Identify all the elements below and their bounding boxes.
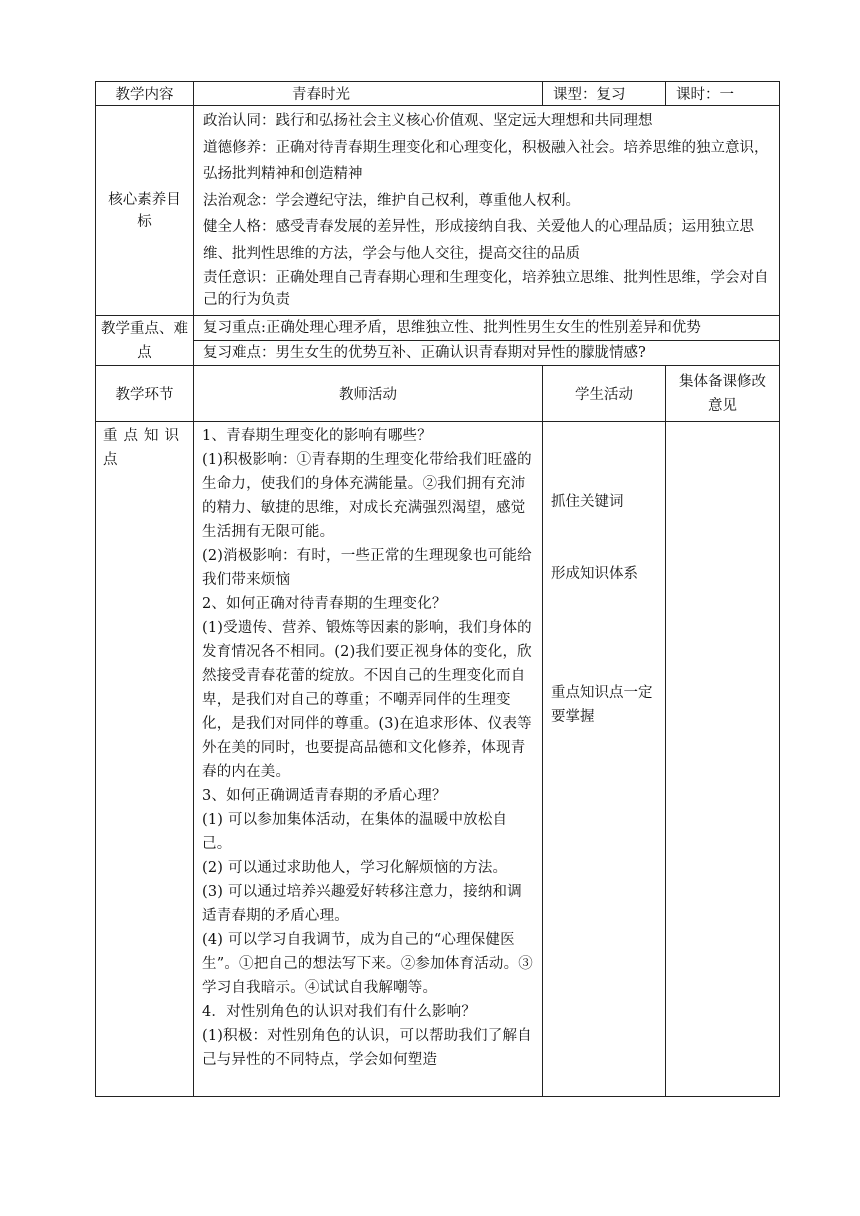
core-goals-row	[96, 106, 780, 316]
col-student: 学生活动	[543, 366, 666, 422]
review-focus: 复习重点:正确处理心理矛盾，思维独立性、批判性男生女生的性别差异和优势	[194, 316, 780, 341]
col-stage: 教学环节	[96, 366, 194, 422]
student-activity	[543, 422, 666, 1097]
column-header-row	[96, 366, 780, 422]
student-item-system: 形成知识体系	[551, 566, 638, 582]
teacher-q3-item4: (4) 可以学习自我调节，成为自己的“心理保健医生”。①把自己的想法写下来。②参加体育活动。③学习自我暗示。④试试自我解嘲等。	[202, 932, 534, 996]
teacher-q4: 4．对性别角色的认识对我们有什么影响？	[202, 1004, 477, 1020]
key-points-row-focus	[96, 316, 780, 341]
teacher-q1: 1、青春期生理变化的影响有哪些？	[202, 428, 432, 444]
lesson-hours: 课时：一	[666, 82, 780, 106]
content-value: 青春时光	[194, 82, 543, 106]
goal-legal: 法治观念：学会遵纪守法，维护自己权利，尊重他人权利。	[203, 192, 580, 209]
key-points-label-text: 教学重点、难点	[101, 320, 188, 361]
core-goals-content	[194, 106, 780, 316]
teacher-q2: 2、如何正确对待青春期的生理变化？	[202, 596, 447, 612]
lesson-plan-table	[95, 81, 780, 1097]
key-points-row-difficulty	[96, 341, 780, 366]
teacher-q1-positive: (1)积极影响：①青春期的生理变化带给我们旺盛的生命力，使我们的身体充满能量。②我们拥有充沛的精力、敏捷的思维，对成长充满强烈渴望，感觉生活拥有无限可能。	[202, 452, 532, 540]
goal-personality: 健全人格：感受青春发展的差异性，形成接纳自我、关爱他人的心理品质；运用独立思维、批判性思维的方法，学会与他人交往，提高交往的品质	[203, 219, 754, 262]
core-goals-label	[96, 106, 194, 316]
col-teacher: 教师活动	[194, 366, 543, 422]
key-points-label	[96, 316, 194, 366]
lesson-type: 课型：复习	[543, 82, 666, 106]
col-notes: 集体备课修改意见	[666, 366, 780, 422]
content-label: 教学内容	[96, 82, 194, 106]
notes-cell	[666, 422, 780, 1097]
teacher-q1-negative: (2)消极影响：有时，一些正常的生理现象也可能给我们带来烦恼	[202, 548, 532, 588]
student-item-keywords: 抓住关键词	[551, 494, 624, 510]
goal-political: 政治认同：践行和弘扬社会主义核心价值观、坚定远大理想和共同理想	[203, 113, 653, 129]
teacher-q3-item1: (1) 可以参加集体活动，在集体的温暖中放松自己。	[202, 812, 508, 852]
header-row	[96, 82, 780, 106]
lesson-plan-document	[95, 81, 779, 1097]
knowledge-section-row	[96, 422, 780, 1097]
goal-responsibility: 责任意识：正确处理自己青春期心理和生理变化，培养独立思维、批判性思维，学会对自己的行为负责	[203, 270, 769, 308]
review-difficulty: 复习难点：男生女生的优势互补、正确认识青春期对异性的朦胧情感?	[194, 341, 780, 366]
core-goals-label-text: 核心素养目标	[108, 191, 181, 230]
teacher-q3-item2: (2) 可以通过求助他人，学习化解烦恼的方法。	[202, 860, 508, 876]
teacher-q4-positive: (1)积极：对性别角色的认识，可以帮助我们了解自己与异性的不同特点，学会如何塑造	[202, 1028, 532, 1068]
section-stage: 重点知识点	[96, 422, 194, 1097]
teacher-activity	[194, 422, 543, 1097]
student-item-master: 重点知识点一定要掌握	[551, 685, 653, 725]
teacher-q3-item3: (3) 可以通过培养兴趣爱好转移注意力，接纳和调适青春期的矛盾心理。	[202, 884, 522, 924]
goal-moral: 道德修养：正确对待青春期生理变化和心理变化，积极融入社会。培养思维的独立意识，弘扬批判精神和创造精神	[203, 139, 769, 182]
teacher-q2-answer: (1)受遗传、营养、锻炼等因素的影响，我们身体的发育情况各不相同。(2)我们要正视身体的变化，欣然接受青春花蕾的绽放。不因自己的生理变化而自卑，是我们对自己的尊重；不嘲弄同伴的生理变化，是我们对同伴的尊重。(3)在追求形体、仪表等外在美的同时，也要提高品德和文化修养，体现青春的内在美。	[202, 620, 532, 780]
teacher-q3: 3、如何正确调适青春期的矛盾心理？	[202, 788, 447, 804]
